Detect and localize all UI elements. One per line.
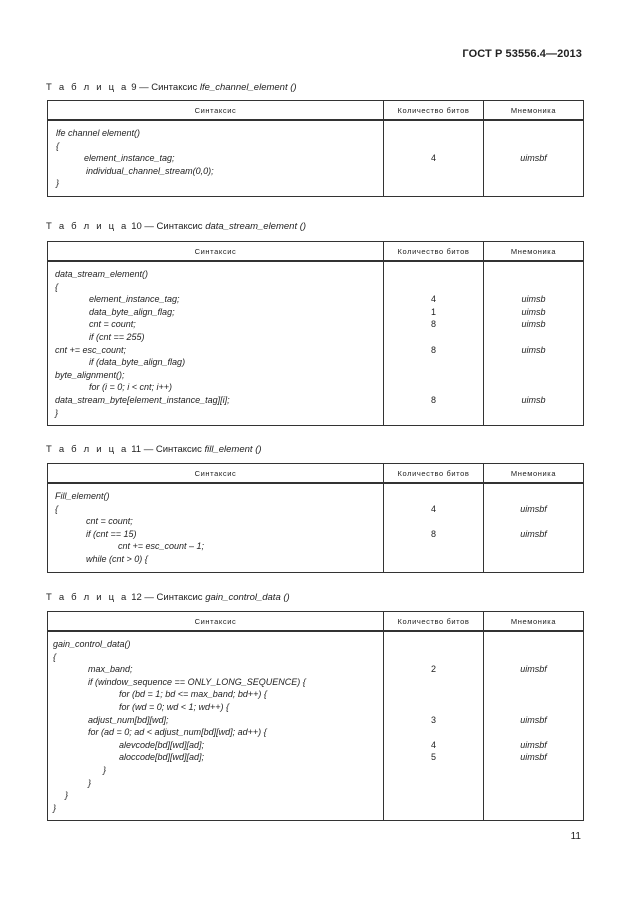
mnemonic-cell: uimsbf (484, 528, 584, 541)
mnemonic-cell (484, 515, 584, 528)
syntax-cell: for (bd = 1; bd <= max_band; bd++) { (48, 688, 384, 701)
syntax-cell: if (data_byte_align_flag) (48, 356, 384, 369)
table-row (48, 528, 584, 541)
mnemonic-cell: uimsb (484, 394, 584, 407)
bit-count-cell (384, 676, 484, 689)
mnemonic-cell (484, 688, 584, 701)
table-row (48, 726, 584, 739)
table-row (48, 356, 584, 369)
syntax-cell: { (48, 140, 384, 153)
table-row (48, 714, 584, 727)
bit-count-cell (384, 802, 484, 821)
table-row (48, 306, 584, 319)
syntax-cell: byte_alignment(); (48, 369, 384, 382)
bit-count-cell (384, 120, 484, 140)
syntax-cell: { (48, 651, 384, 664)
bit-count-cell: 4 (384, 739, 484, 752)
table-row (48, 764, 584, 777)
bit-count-cell (384, 165, 484, 178)
table-row (48, 739, 584, 752)
table-function-name: lfe_channel_element () (199, 82, 297, 93)
bit-count-cell (384, 281, 484, 294)
mnemonic-cell (484, 407, 584, 426)
mnemonic-cell (484, 802, 584, 821)
mnemonic-cell (484, 369, 584, 382)
syntax-cell: data_byte_align_flag; (48, 306, 384, 319)
table-title (46, 592, 290, 603)
table-function-name: fill_element () (204, 444, 262, 455)
syntax-cell: while (cnt > 0) { (48, 553, 384, 572)
mnemonic-cell (484, 789, 584, 802)
table-row (48, 394, 584, 407)
table-caption-text: — Синтаксис (141, 444, 205, 455)
bit-count-cell (384, 688, 484, 701)
table-row (48, 503, 584, 516)
bit-count-cell: 2 (384, 663, 484, 676)
syntax-cell: if (cnt == 15) (48, 528, 384, 541)
table-row (48, 676, 584, 689)
bit-count-cell (384, 764, 484, 777)
table-label: Т а б л и ц а (46, 221, 129, 232)
mnemonic-cell (484, 540, 584, 553)
table-number: 10 (131, 221, 142, 232)
bit-count-cell (384, 777, 484, 790)
mnemonic-cell: uimsbf (484, 503, 584, 516)
syntax-cell: alevcode[bd][wd][ad]; (48, 739, 384, 752)
header-mnemonic: Мнемоника (484, 612, 584, 632)
bit-count-cell (384, 726, 484, 739)
syntax-cell: for (ad = 0; ad < adjust_num[bd][wd]; ad++) { (48, 726, 384, 739)
syntax-cell: Fill_element() (48, 483, 384, 503)
page-number: 11 (570, 831, 581, 842)
bit-count-cell (384, 140, 484, 153)
bit-count-cell: 4 (384, 293, 484, 306)
syntax-table (47, 100, 584, 197)
table-row (48, 293, 584, 306)
mnemonic-cell: uimsbf (484, 663, 584, 676)
syntax-cell: data_stream_element() (48, 261, 384, 281)
header-syntax: Синтаксис (48, 464, 384, 484)
table-title (46, 82, 297, 93)
table-row (48, 631, 584, 651)
bit-count-cell (384, 483, 484, 503)
table-number: 11 (131, 444, 142, 455)
mnemonic-cell (484, 726, 584, 739)
mnemonic-cell (484, 381, 584, 394)
mnemonic-cell (484, 651, 584, 664)
table-row (48, 177, 584, 196)
syntax-cell: } (48, 407, 384, 426)
table-row (48, 777, 584, 790)
mnemonic-cell (484, 120, 584, 140)
syntax-cell: { (48, 503, 384, 516)
table-row (48, 344, 584, 357)
table-row (48, 802, 584, 821)
table-title (46, 444, 262, 455)
mnemonic-cell (484, 165, 584, 178)
syntax-cell: } (48, 777, 384, 790)
syntax-cell: if (window_sequence == ONLY_LONG_SEQUENCE) { (48, 676, 384, 689)
table-row (48, 515, 584, 528)
header-row (48, 612, 584, 632)
bit-count-cell (384, 261, 484, 281)
header-mnemonic: Мнемоника (484, 242, 584, 262)
table-row (48, 751, 584, 764)
header-bit-count: Количество битов (384, 464, 484, 484)
bit-count-cell: 8 (384, 318, 484, 331)
mnemonic-cell: uimsb (484, 306, 584, 319)
table-row (48, 553, 584, 572)
bit-count-cell (384, 553, 484, 572)
table-number: 12 (131, 592, 142, 603)
table-label: Т а б л и ц а (46, 82, 129, 93)
syntax-table (47, 241, 584, 426)
bit-count-cell (384, 369, 484, 382)
header-mnemonic: Мнемоника (484, 101, 584, 121)
mnemonic-cell (484, 177, 584, 196)
mnemonic-cell (484, 281, 584, 294)
table-row (48, 789, 584, 802)
table-row (48, 281, 584, 294)
syntax-cell: max_band; (48, 663, 384, 676)
header-syntax: Синтаксис (48, 101, 384, 121)
syntax-cell: cnt += esc_count – 1; (48, 540, 384, 553)
mnemonic-cell (484, 140, 584, 153)
syntax-cell: cnt += esc_count; (48, 344, 384, 357)
syntax-cell: individual_channel_stream(0,0); (48, 165, 384, 178)
table-row (48, 483, 584, 503)
mnemonic-cell: uimsb (484, 344, 584, 357)
table-row (48, 120, 584, 140)
table-row (48, 369, 584, 382)
mnemonic-cell: uimsbf (484, 714, 584, 727)
bit-count-cell (384, 331, 484, 344)
syntax-cell: if (cnt == 255) (48, 331, 384, 344)
syntax-cell: aloccode[bd][wd][ad]; (48, 751, 384, 764)
header-syntax: Синтаксис (48, 242, 384, 262)
bit-count-cell: 8 (384, 344, 484, 357)
table-function-name: gain_control_data () (205, 592, 290, 603)
syntax-cell: } (48, 764, 384, 777)
header-row (48, 242, 584, 262)
bit-count-cell (384, 540, 484, 553)
table-number: 9 (131, 82, 137, 93)
header-row (48, 101, 584, 121)
bit-count-cell (384, 407, 484, 426)
table-row (48, 540, 584, 553)
table-row (48, 381, 584, 394)
syntax-table (47, 611, 584, 821)
table-row (48, 261, 584, 281)
bit-count-cell (384, 515, 484, 528)
syntax-cell: cnt = count; (48, 318, 384, 331)
mnemonic-cell (484, 553, 584, 572)
bit-count-cell (384, 651, 484, 664)
standard-code: ГОСТ Р 53556.4—2013 (462, 48, 582, 60)
table-row (48, 152, 584, 165)
syntax-cell: for (wd = 0; wd < 1; wd++) { (48, 701, 384, 714)
bit-count-cell: 3 (384, 714, 484, 727)
header-bit-count: Количество битов (384, 612, 484, 632)
mnemonic-cell (484, 701, 584, 714)
table-label: Т а б л и ц а (46, 444, 129, 455)
bit-count-cell (384, 177, 484, 196)
table-caption-text: — Синтаксис (141, 221, 206, 232)
mnemonic-cell (484, 676, 584, 689)
bit-count-cell: 1 (384, 306, 484, 319)
table-row (48, 165, 584, 178)
mnemonic-cell (484, 777, 584, 790)
bit-count-cell (384, 631, 484, 651)
table-row (48, 407, 584, 426)
table-function-name: data_stream_element () (205, 221, 307, 232)
mnemonic-cell (484, 483, 584, 503)
syntax-cell: element_instance_tag; (48, 293, 384, 306)
header-bit-count: Количество битов (384, 101, 484, 121)
syntax-cell: element_instance_tag; (48, 152, 384, 165)
syntax-cell: } (48, 789, 384, 802)
mnemonic-cell: uimsbf (484, 751, 584, 764)
table-row (48, 663, 584, 676)
header-syntax: Синтаксис (48, 612, 384, 632)
bit-count-cell (384, 381, 484, 394)
table-caption-text: — Синтаксис (141, 592, 206, 603)
table-row (48, 331, 584, 344)
syntax-cell: } (48, 177, 384, 196)
table-title (46, 221, 306, 232)
mnemonic-cell: uimsb (484, 293, 584, 306)
bit-count-cell: 5 (384, 751, 484, 764)
mnemonic-cell (484, 631, 584, 651)
syntax-table (47, 463, 584, 573)
bit-count-cell: 8 (384, 394, 484, 407)
bit-count-cell (384, 789, 484, 802)
table-row (48, 140, 584, 153)
table-row (48, 651, 584, 664)
syntax-cell: gain_control_data() (48, 631, 384, 651)
mnemonic-cell: uimsb (484, 318, 584, 331)
syntax-cell: lfe channel element() (48, 120, 384, 140)
table-row (48, 318, 584, 331)
bit-count-cell (384, 701, 484, 714)
syntax-cell: } (48, 802, 384, 821)
mnemonic-cell (484, 764, 584, 777)
syntax-cell: data_stream_byte[element_instance_tag][i]; (48, 394, 384, 407)
bit-count-cell: 4 (384, 152, 484, 165)
bit-count-cell: 8 (384, 528, 484, 541)
table-row (48, 701, 584, 714)
header-bit-count: Количество битов (384, 242, 484, 262)
syntax-cell: for (i = 0; i < cnt; i++) (48, 381, 384, 394)
bit-count-cell: 4 (384, 503, 484, 516)
mnemonic-cell: uimsbf (484, 152, 584, 165)
header-mnemonic: Мнемоника (484, 464, 584, 484)
mnemonic-cell: uimsbf (484, 739, 584, 752)
syntax-cell: cnt = count; (48, 515, 384, 528)
mnemonic-cell (484, 331, 584, 344)
syntax-cell: adjust_num[bd][wd]; (48, 714, 384, 727)
mnemonic-cell (484, 356, 584, 369)
syntax-cell: { (48, 281, 384, 294)
mnemonic-cell (484, 261, 584, 281)
table-caption-text: — Синтаксис (136, 82, 200, 93)
header-row (48, 464, 584, 484)
table-row (48, 688, 584, 701)
table-label: Т а б л и ц а (46, 592, 129, 603)
bit-count-cell (384, 356, 484, 369)
